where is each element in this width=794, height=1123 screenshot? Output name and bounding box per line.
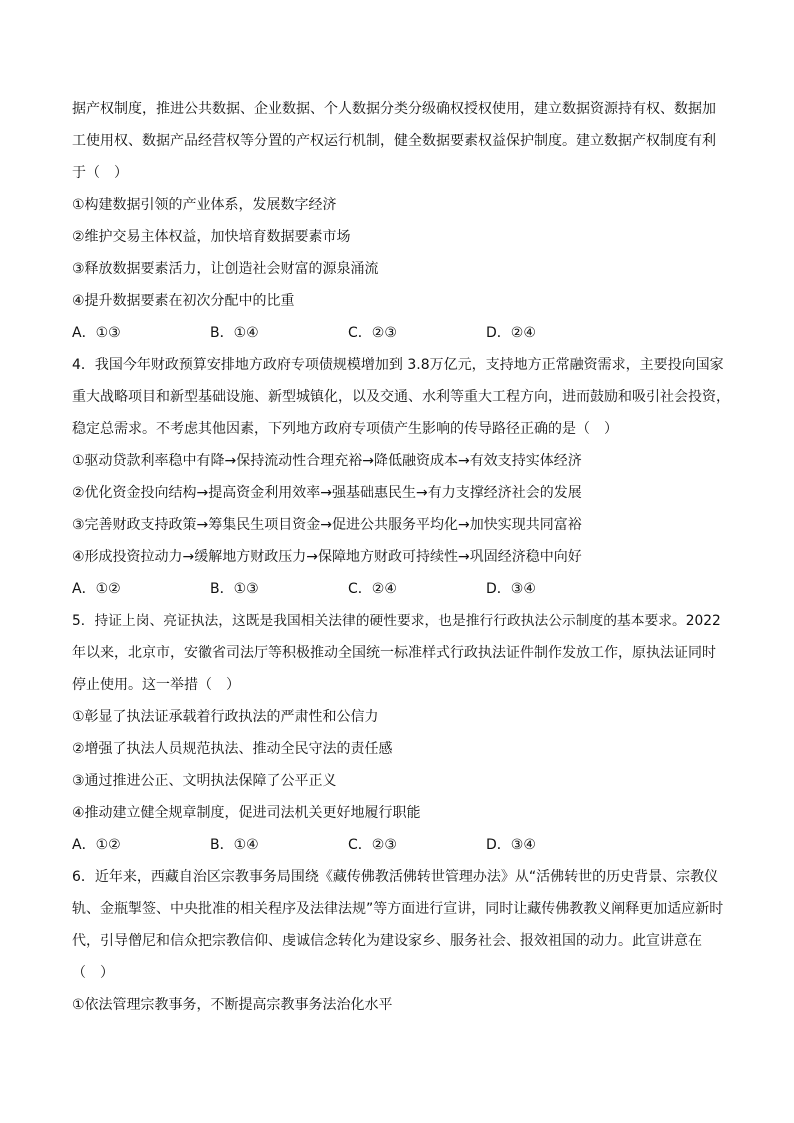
q4-option-d: D．③④: [486, 581, 536, 597]
q3-option-c: C．②③: [348, 325, 397, 341]
q3-option-d: D．②④: [486, 325, 536, 341]
q6-stem-line-1: 6．近年来，西藏自治区宗教事务局围绕《藏传佛教活佛转世管理办法》从“活佛转世的历史背景、宗教仪: [72, 869, 719, 885]
q3-option-a: A．①③: [72, 325, 121, 341]
q5-item-1: ①彰显了执法证承载着行政执法的严肃性和公信力: [72, 709, 379, 725]
q3-stem-line-1: 据产权制度，推进公共数据、企业数据、个人数据分类分级确权授权使用，建立数据资源持有权、数据加: [72, 101, 716, 117]
q5-item-3: ③通过推进公正、文明执法保障了公平正义: [72, 773, 337, 789]
q4-stem-line-2: 重大战略项目和新型基础设施、新型城镇化，以及交通、水利等重大工程方向，进而鼓励和吸引社会投资，: [72, 389, 730, 405]
q5-item-2: ②增强了执法人员规范执法、推动全民守法的责任感: [72, 741, 393, 757]
q3-option-b: B．①④: [210, 325, 259, 341]
q3-item-1: ①构建数据引领的产业体系，发展数字经济: [72, 197, 337, 213]
q6-item-1: ①依法管理宗教事务，不断提高宗教事务法治化水平: [72, 997, 393, 1013]
q3-item-3: ③释放数据要素活力，让创造社会财富的源泉涌流: [72, 261, 379, 277]
q4-stem-line-3: 稳定总需求。不考虑其他因素，下列地方政府专项债产生影响的传导路径正确的是（ ）: [72, 421, 618, 437]
q6-stem-line-3: 代，引导僧尼和信众把宗教信仰、虔诚信念转化为建设家乡、服务社会、报效祖国的动力。此宣讲意在: [72, 933, 702, 949]
q6-stem-line-2: 轨、金瓶掣签、中央批准的相关程序及法律法规”等方面进行宣讲，同时让藏传佛教教义阐释更加适应新时: [72, 901, 724, 917]
q5-stem-line-2: 年以来，北京市，安徽省司法厅等积极推动全国统一标准样式行政执法证件制作发放工作，原执法证同时: [72, 645, 716, 661]
q4-option-c: C．②④: [348, 581, 397, 597]
q5-option-b: B．①④: [210, 837, 259, 853]
q5-option-d: D．③④: [486, 837, 536, 853]
q6-stem-line-4: （ ）: [72, 965, 114, 981]
q3-item-2: ②维护交易主体权益，加快培育数据要素市场: [72, 229, 351, 245]
q5-option-c: C．②③: [348, 837, 397, 853]
q3-item-4: ④提升数据要素在初次分配中的比重: [72, 293, 295, 309]
q4-option-b: B．①③: [210, 581, 259, 597]
q5-stem-line-3: 停止使用。这一举措（ ）: [72, 677, 240, 693]
q4-option-a: A．①②: [72, 581, 121, 597]
q4-stem-line-1: 4．我国今年财政预算安排地方政府专项债规模增加到 3.8万亿元，支持地方正常融资需求，主要投向国家: [72, 357, 724, 373]
q4-item-4: ④形成投资拉动力→缓解地方财政压力→保障地方财政可持续性→巩固经济稳中向好: [72, 549, 582, 565]
q4-item-3: ③完善财政支持政策→筹集民生项目资金→促进公共服务平均化→加快实现共同富裕: [72, 517, 582, 533]
q5-stem-line-1: 5．持证上岗、亮证执法，这既是我国相关法律的硬性要求，也是推行行政执法公示制度的基本要求。2022: [72, 613, 721, 629]
q4-item-1: ①驱动贷款利率稳中有降→保持流动性合理充裕→降低融资成本→有效支持实体经济: [72, 453, 582, 469]
q3-stem-line-2: 工使用权、数据产品经营权等分置的产权运行机制，健全数据要素权益保护制度。建立数据产权制度有利: [72, 133, 716, 149]
q5-item-4: ④推动建立健全规章制度，促进司法机关更好地履行职能: [72, 805, 421, 821]
q4-item-2: ②优化资金投向结构→提高资金利用效率→强基础惠民生→有力支撑经济社会的发展: [72, 485, 582, 501]
q5-option-a: A．①②: [72, 837, 121, 853]
q3-stem-line-3: 于（ ）: [72, 165, 128, 181]
